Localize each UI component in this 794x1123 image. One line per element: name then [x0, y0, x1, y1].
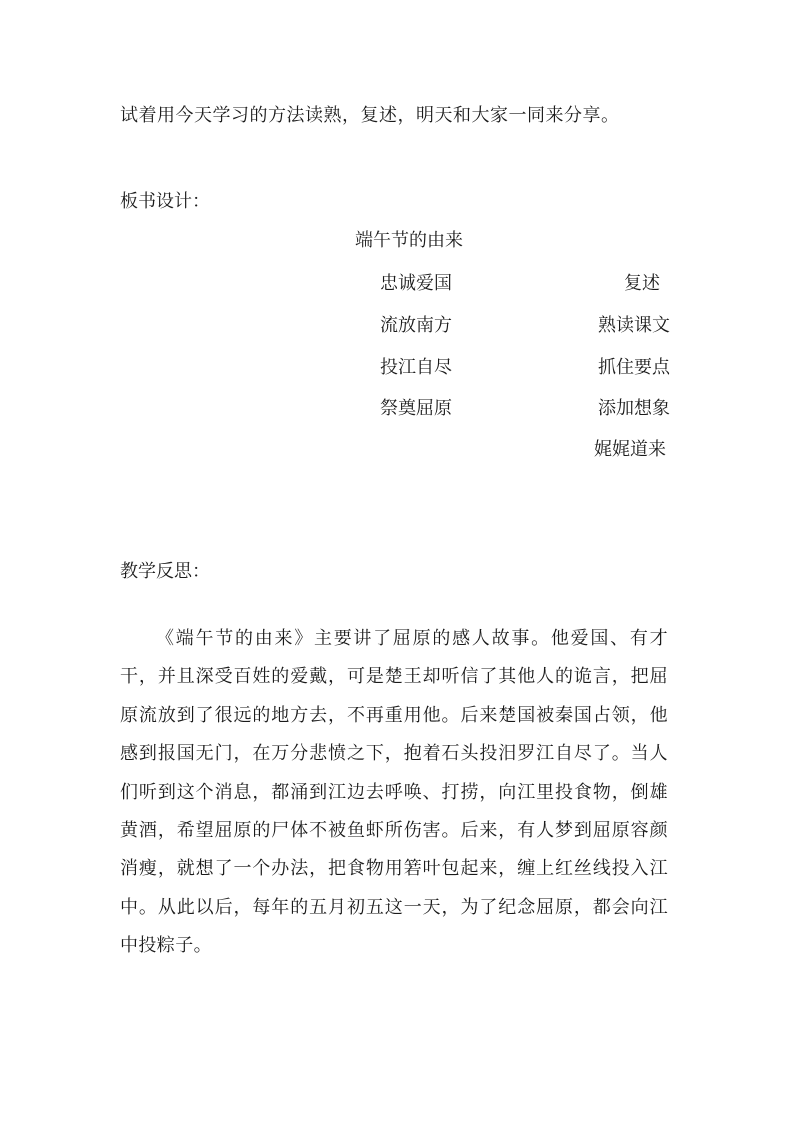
board-design-title: 端午节的由来: [355, 230, 463, 251]
board-right-item: 娓娓道来: [594, 439, 666, 460]
board-left-item: 忠诚爱国: [380, 273, 452, 294]
board-design-heading: 板书设计：: [120, 191, 210, 212]
board-right-item: 添加想象: [598, 398, 670, 419]
board-right-item: 熟读课文: [598, 315, 670, 336]
teaching-reflection-heading: 教学反思：: [120, 561, 210, 582]
board-right-item: 复述: [624, 273, 660, 294]
board-left-item: 祭奠屈原: [380, 398, 452, 419]
homework-paragraph: 试着用今天学习的方法读熟，复述，明天和大家一同来分享。: [120, 105, 620, 126]
board-right-item: 抓住要点: [598, 357, 670, 378]
board-left-item: 流放南方: [380, 315, 452, 336]
teaching-reflection-paragraph: 《端午节的由来》主要讲了屈原的感人故事。他爱国、有才干，并且深受百姓的爱戴，可是楚王却听信了其他人的诡言，把屈原流放到了很远的地方去，不再重用他。后来楚国被秦国占领，他感到报国无门，在万分悲愤之下，抱着石头投汨罗江自尽了。当人们听到这个消息，都涌到江边去呼唤、打捞，向江里投食物，倒雄黄酒，希望屈原的尸体不被鱼虾所伤害。后来，有人梦到屈原容颜消瘦，就想了一个办法，把食物用箬叶包起来，缠上红丝线投入江中。从此以后，每年的五月初五这一天，为了纪念屈原，都会向江中投粽子。: [120, 628, 668, 957]
board-left-item: 投江自尽: [380, 357, 452, 378]
